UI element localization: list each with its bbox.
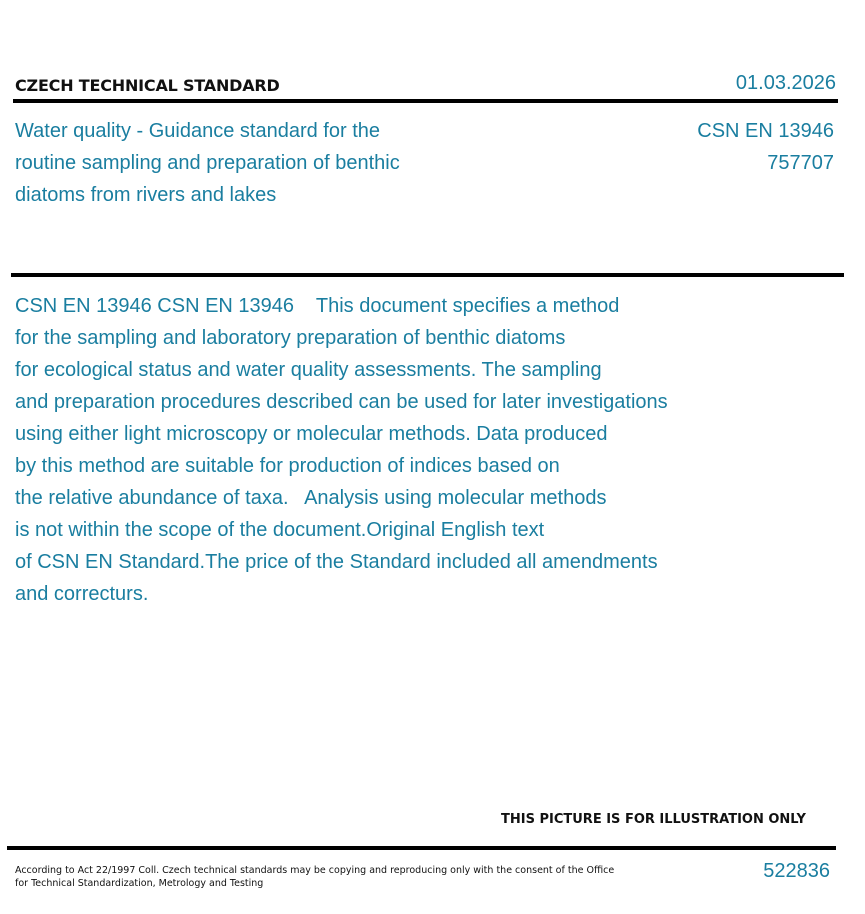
divider-bottom: [7, 846, 836, 850]
description-line: is not within the scope of the document.Original English text: [15, 519, 545, 541]
divider-middle: [11, 273, 844, 277]
description-line: of CSN EN Standard.The price of the Standard included all amendments: [15, 551, 658, 573]
divider-top: [13, 99, 838, 103]
description-line: by this method are suitable for production of indices based on: [15, 455, 560, 477]
header-label: CZECH TECHNICAL STANDARD: [15, 76, 280, 95]
title-line: diatoms from rivers and lakes: [15, 184, 277, 206]
title-line: routine sampling and preparation of benthic: [15, 152, 400, 174]
description-line: and correcturs.: [15, 583, 149, 605]
standard-codes: [697, 115, 834, 179]
issue-date: 01.03.2026: [735, 72, 836, 94]
illustration-note: THIS PICTURE IS FOR ILLUSTRATION ONLY: [501, 812, 806, 827]
classification-code: 757707: [767, 152, 834, 174]
description-line: for the sampling and laboratory preparation of benthic diatoms: [15, 327, 566, 349]
description-line: using either light microscopy or molecular methods. Data produced: [15, 423, 608, 445]
document-title: [15, 115, 455, 211]
standard-number: CSN EN 13946: [697, 120, 834, 142]
legal-line: for Technical Standardization, Metrology and Testing: [15, 878, 264, 889]
description-line: the relative abundance of taxa. Analysis using molecular methods: [15, 487, 607, 509]
description-line: and preparation procedures described can be used for later investigations: [15, 391, 668, 413]
legal-line: According to Act 22/1997 Coll. Czech technical standards may be copying and reproducing only with the consent of the Office: [15, 865, 615, 876]
description-line: for ecological status and water quality assessments. The sampling: [15, 359, 602, 381]
document-description: [15, 290, 668, 610]
legal-notice: [15, 864, 614, 890]
title-line: Water quality - Guidance standard for the: [15, 120, 380, 142]
product-code: 522836: [763, 860, 830, 882]
description-line: CSN EN 13946 CSN EN 13946 This document specifies a method: [15, 295, 620, 317]
